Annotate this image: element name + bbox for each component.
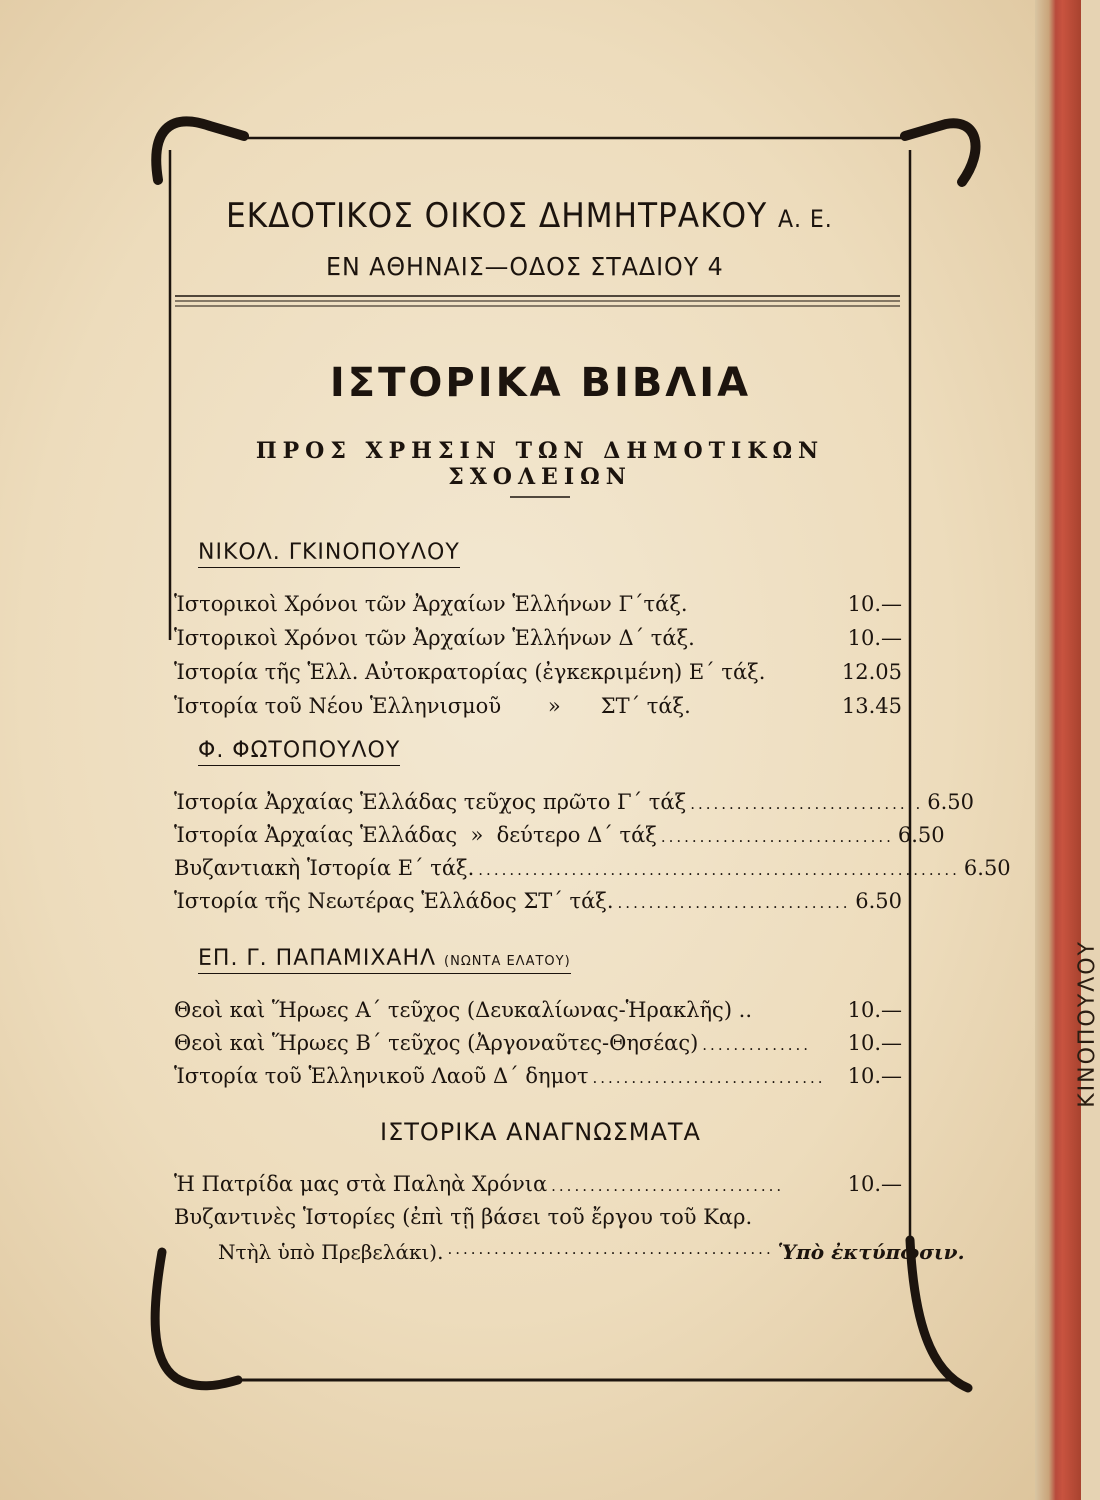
list-item bbox=[174, 694, 902, 728]
item-title: Ἱστορία τῆς Ἑλλ. Αὐτοκρατορίας (ἐγκεκριμένη) Ε´ τάξ. bbox=[174, 660, 766, 684]
section-heading: ΙΣΤΟΡΙΚΑ ΑΝΑΓΝΩΣΜΑΤΑ bbox=[380, 1118, 701, 1146]
list-item-continuation bbox=[218, 1240, 965, 1264]
list-item bbox=[174, 1205, 902, 1233]
item-title: Ἱστορικοὶ Χρόνοι τῶν Ἀρχαίων Ἑλλήνων Γ´τάξ. bbox=[174, 592, 688, 616]
item-title: Ἱστορικοὶ Χρόνοι τῶν Ἀρχαίων Ἑλλήνων Δ´ τάξ. bbox=[174, 626, 695, 650]
dot-leader: .............................. bbox=[617, 894, 851, 912]
author-pseudonym: (ΝΩΝΤΑ ΕΛΑΤΟΥ) bbox=[444, 954, 571, 969]
author-heading: ΝΙΚΟΛ. ΓΚΙΝΟΠΟΥΛΟΥ bbox=[198, 540, 460, 568]
list-item bbox=[174, 592, 902, 626]
price-text: 6.50 bbox=[855, 889, 902, 913]
item-title: Θεοὶ καὶ Ἥρωες Β´ τεῦχος (Ἀργοναῦτες-Θησέας) bbox=[174, 1031, 699, 1055]
author-heading: Φ. ΦΩΤΟΠΟΥΛΟΥ bbox=[198, 738, 400, 766]
price-text: 10.— bbox=[847, 592, 902, 616]
dot-leader: .............................. bbox=[690, 795, 924, 813]
price-text: 10.— bbox=[847, 1031, 902, 1055]
list-item bbox=[174, 998, 902, 1032]
item-title: Θεοὶ καὶ Ἥρωες Α´ τεῦχος (Δευκαλίωνας-Ἡρακλῆς) .. bbox=[174, 998, 753, 1022]
dot-leader: .............. bbox=[702, 1036, 812, 1054]
list-item bbox=[174, 790, 974, 824]
price-text: 12.05 bbox=[841, 660, 902, 684]
price-text: 10.— bbox=[847, 1064, 902, 1088]
dot-leader: .......................................... bbox=[447, 1240, 774, 1258]
price-text: 6.50 bbox=[927, 790, 974, 814]
publisher-name: ΕΚΔΟΤΙΚΟΣ ΟΙΚΟΣ ΔΗΜΗΤΡΑΚΟΥ Α. Ε. bbox=[226, 196, 833, 236]
list-item bbox=[174, 823, 945, 857]
list-item bbox=[174, 626, 902, 660]
price-text: 6.50 bbox=[897, 823, 945, 847]
item-title: Ἱστορία τοῦ Νέου Ἑλληνισμοῦ » ΣΤ´ τάξ. bbox=[174, 694, 691, 718]
price-text: 10.— bbox=[847, 626, 902, 650]
item-title: Ἡ Πατρίδα μας στὰ Παληὰ Χρόνια bbox=[174, 1172, 548, 1196]
price-text: 13.45 bbox=[841, 694, 902, 718]
spine-author-text: ΚΙΝΟΠΟΥΛΟΥ bbox=[1075, 940, 1100, 1108]
item-title: Ἱστορία Ἀρχαίας Ἑλλάδας τεῦχος πρῶτο Γ´ τάξ bbox=[174, 790, 687, 814]
price-text: 10.— bbox=[847, 1172, 902, 1196]
dot-leader: .............................. bbox=[660, 828, 894, 846]
dot-leader: .............................. bbox=[551, 1177, 785, 1195]
list-item bbox=[174, 1172, 902, 1206]
page-title: ΙΣΤΟΡΙΚΑ ΒΙΒΛΙΑ bbox=[329, 360, 752, 406]
item-title: Ἱστορία τῆς Νεωτέρας Ἑλλάδος ΣΤ´ τάξ. bbox=[174, 889, 614, 913]
print-status: Ὑπὸ ἐκτύπωσιν. bbox=[777, 1240, 965, 1264]
list-item bbox=[174, 1064, 902, 1098]
item-title: Ἱστορία Ἀρχαίας Ἑλλάδας » δεύτερο Δ´ τάξ bbox=[174, 823, 657, 847]
item-title: Βυζαντιακὴ Ἱστορία Ε´ τάξ. bbox=[174, 856, 475, 880]
list-item bbox=[174, 856, 1011, 890]
list-item bbox=[174, 1031, 902, 1065]
dot-leader: .............................. bbox=[592, 1069, 826, 1087]
item-title: Ντὴλ ὑπὸ Πρεβελάκι). bbox=[218, 1240, 444, 1264]
author-heading bbox=[198, 946, 571, 974]
page-subtitle: ΠΡΟΣ ΧΡΗΣΙΝ ΤΩΝ ΔΗΜΟΤΙΚΩΝ ΣΧΟΛΕΙΩΝ bbox=[255, 438, 825, 490]
publisher-address: ΕΝ ΑΘΗΝΑΙΣ—ΟΔΟΣ ΣΤΑΔΙΟΥ 4 bbox=[326, 252, 724, 281]
dot-leader: .............................................................. bbox=[478, 861, 960, 879]
price-text: 10.— bbox=[847, 998, 902, 1022]
list-item bbox=[174, 660, 902, 694]
item-title: Βυζαντινὲς Ἱστορίες (ἐπὶ τῇ βάσει τοῦ ἔργου τοῦ Καρ. bbox=[174, 1205, 753, 1229]
item-title: Ἱστορία τοῦ Ἑλληνικοῦ Λαοῦ Δ´ δημοτ bbox=[174, 1064, 589, 1088]
publisher-suffix: Α. Ε. bbox=[777, 205, 833, 233]
price-text: 6.50 bbox=[963, 856, 1011, 880]
list-item bbox=[174, 889, 902, 923]
item-title: ΕΠ. Γ. ΠΑΠΑΜΙΧΑΗΛ bbox=[198, 946, 437, 971]
